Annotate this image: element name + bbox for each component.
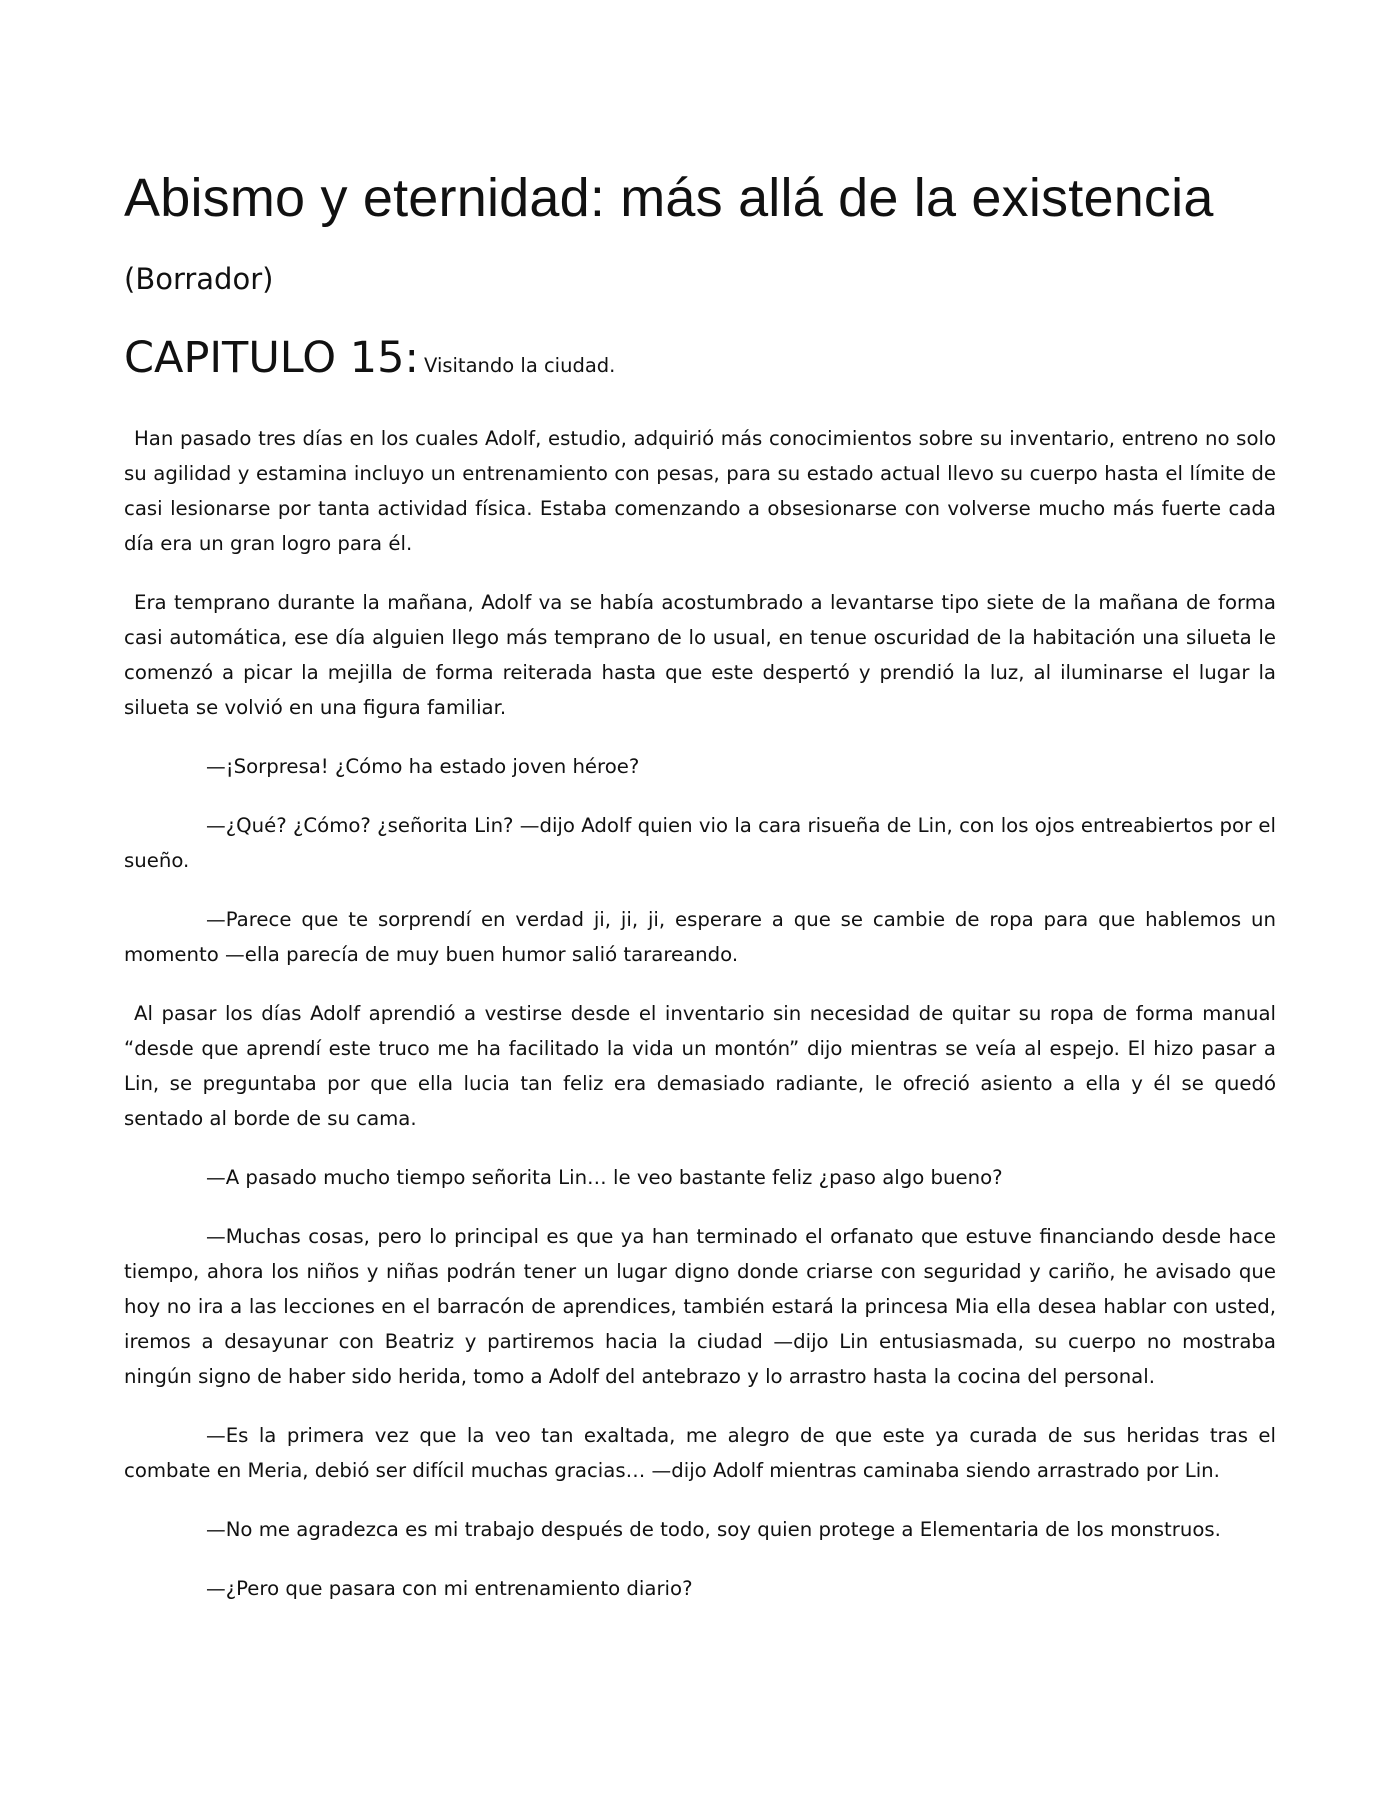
dialogue-paragraph: —No me agradezca es mi trabajo después de todo, soy quien protege a Elementaria de los monstruos. — [206, 1518, 1221, 1541]
dialogue-paragraph: —Es la primera vez que la veo tan exaltada, me alegro de que este ya curada de sus heridas tras el combate en Meria, debió ser difícil muchas gracias… —dijo Adolf mientras caminaba siendo arrastrado por Lin. — [124, 1424, 1276, 1482]
document-title: Abismo y eternidad: más allá de la existencia — [124, 168, 1214, 228]
document-body — [124, 421, 1276, 1606]
document-page — [124, 160, 1276, 1630]
chapter-title: Visitando la ciudad. — [424, 354, 616, 377]
dialogue-paragraph: —Muchas cosas, pero lo principal es que ya han terminado el orfanato que estuve financiando desde hace tiempo, ahora los niños y niñas podrán tener un lugar digno donde criarse con seguridad y cariño, he avisado que hoy no ira a las lecciones en el barracón de aprendices, también estará la princesa Mia ella desea hablar con usted, iremos a desayunar con Beatriz y partiremos hacia la ciudad —dijo Lin entusiasmada, su cuerpo no mostraba ningún signo de haber sido herida, tomo a Adolf del antebrazo y lo arrastro hasta la cocina del personal. — [124, 1225, 1276, 1388]
dialogue-paragraph: —Parece que te sorprendí en verdad ji, ji, ji, esperare a que se cambie de ropa para que hablemos un momento —ella parecía de muy buen humor salió tarareando. — [124, 908, 1276, 966]
dialogue-paragraph: —¿Pero que pasara con mi entrenamiento diario? — [206, 1577, 693, 1600]
dialogue-paragraph: —¿Qué? ¿Cómo? ¿señorita Lin? —dijo Adolf quien vio la cara risueña de Lin, con los ojos entreabiertos por el sueño. — [124, 814, 1276, 872]
paragraph: Al pasar los días Adolf aprendió a vestirse desde el inventario sin necesidad de quitar su ropa de forma manual “desde que aprendí este truco me ha facilitado la vida un montón” dijo mientras se veía al espejo. El hizo pasar a Lin, se preguntaba por que ella lucia tan feliz era demasiado radiante, le ofreció asiento a ella y él se quedó sentado al borde de su cama. — [124, 1002, 1276, 1130]
document-subtitle: (Borrador) — [124, 262, 274, 296]
chapter-heading — [124, 328, 1276, 397]
chapter-number: CAPITULO 15: — [124, 333, 419, 383]
dialogue-paragraph: —¡Sorpresa! ¿Cómo ha estado joven héroe? — [206, 755, 640, 778]
paragraph: Era temprano durante la mañana, Adolf va se había acostumbrado a levantarse tipo siete de la mañana de forma casi automática, ese día alguien llego más temprano de lo usual, en tenue oscuridad de la habitación una silueta le comenzó a picar la mejilla de forma reiterada hasta que este despertó y prendió la luz, al iluminarse el lugar la silueta se volvió en una figura familiar. — [124, 591, 1276, 719]
dialogue-paragraph: —A pasado mucho tiempo señorita Lin… le veo bastante feliz ¿paso algo bueno? — [206, 1166, 1003, 1189]
paragraph: Han pasado tres días en los cuales Adolf, estudio, adquirió más conocimientos sobre su inventario, entreno no solo su agilidad y estamina incluyo un entrenamiento con pesas, para su estado actual llevo su cuerpo hasta el límite de casi lesionarse por tanta actividad física. Estaba comenzando a obsesionarse con volverse mucho más fuerte cada día era un gran logro para él. — [124, 427, 1276, 555]
